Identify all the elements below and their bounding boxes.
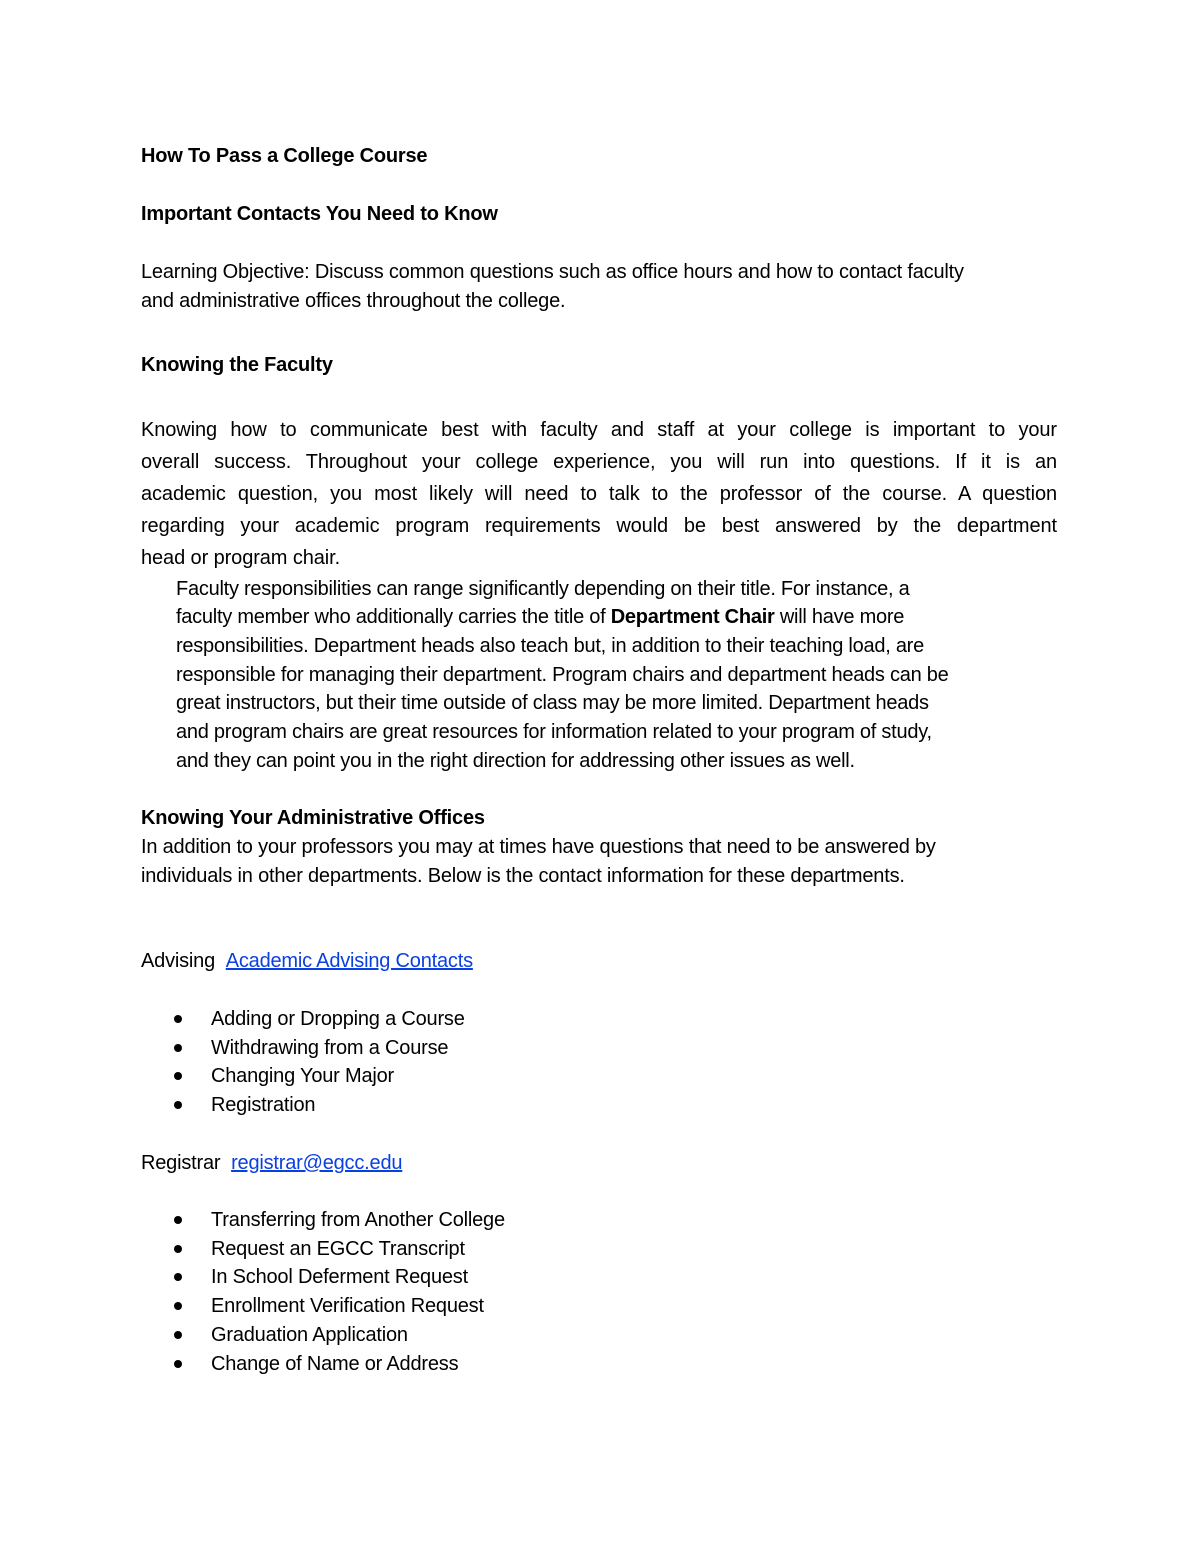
faculty-heading: Knowing the Faculty — [141, 354, 333, 376]
faculty-paragraph-line: head or program chair. — [141, 547, 341, 569]
list-item-text: Graduation Application — [211, 1324, 408, 1346]
bullet-icon — [174, 1072, 182, 1080]
indent-line: responsible for managing their department. Program chairs and department heads can be — [176, 664, 949, 686]
list-item-text: Adding or Dropping a Course — [211, 1008, 465, 1030]
indent-line: responsibilities. Department heads also teach but, in addition to their teaching load, are — [176, 635, 924, 657]
section-subtitle: Important Contacts You Need to Know — [141, 203, 498, 225]
objective-line-1: Learning Objective: Discuss common questions such as office hours and how to contact faculty — [141, 261, 964, 283]
academic-advising-link[interactable]: Academic Advising Contacts — [225, 950, 473, 972]
bullet-icon — [174, 1302, 182, 1310]
bullet-icon — [174, 1101, 182, 1109]
indent-line-with-emphasis — [176, 603, 904, 631]
indent-line: and they can point you in the right direction for addressing other issues as well. — [176, 750, 855, 772]
faculty-paragraph-line: Knowing how to communicate best with faculty and staff at your college is important to your — [141, 419, 1057, 441]
indent-text: faculty member who additionally carries the title of — [176, 606, 611, 628]
indent-text: will have more — [774, 606, 905, 628]
bullet-icon — [174, 1331, 182, 1339]
faculty-paragraph-line: academic question, you most likely will need to talk to the professor of the course. A question — [141, 483, 1057, 505]
list-item-text: In School Deferment Request — [211, 1266, 468, 1288]
list-item-text: Enrollment Verification Request — [211, 1295, 484, 1317]
admin-line-1: In addition to your professors you may at times have questions that need to be answered by — [141, 836, 936, 858]
bullet-icon — [174, 1044, 182, 1052]
registrar-label: Registrar — [141, 1152, 221, 1174]
list-item-text: Withdrawing from a Course — [211, 1037, 449, 1059]
advising-label: Advising — [141, 950, 215, 972]
faculty-paragraph-line: overall success. Throughout your college experience, you will run into questions. If it is an — [141, 451, 1057, 473]
faculty-paragraph — [141, 414, 1057, 574]
bullet-icon — [174, 1245, 182, 1253]
indent-line: and program chairs are great resources for information related to your program of study, — [176, 721, 932, 743]
list-item-text: Transferring from Another College — [211, 1209, 505, 1231]
faculty-paragraph-line: regarding your academic program requirements would be best answered by the department — [141, 515, 1057, 537]
bullet-icon — [174, 1360, 182, 1368]
registrar-row — [141, 1149, 402, 1177]
document-title: How To Pass a College Course — [141, 145, 428, 167]
list-item-text: Changing Your Major — [211, 1065, 394, 1087]
list-item-text: Request an EGCC Transcript — [211, 1238, 465, 1260]
bullet-icon — [174, 1273, 182, 1281]
department-chair-emphasis: Department Chair — [610, 606, 775, 628]
advising-row — [141, 947, 473, 975]
admin-line-2: individuals in other departments. Below is the contact information for these departments. — [141, 865, 905, 887]
list-item-text: Registration — [211, 1094, 316, 1116]
bullet-icon — [174, 1216, 182, 1224]
indent-line: Faculty responsibilities can range significantly depending on their title. For instance, a — [176, 578, 910, 600]
admin-heading: Knowing Your Administrative Offices — [141, 807, 485, 829]
registrar-email-link[interactable]: registrar@egcc.edu — [231, 1152, 403, 1174]
bullet-icon — [174, 1015, 182, 1023]
objective-line-2: and administrative offices throughout the college. — [141, 290, 566, 312]
indent-line: great instructors, but their time outside of class may be more limited. Department heads — [176, 692, 929, 714]
list-item-text: Change of Name or Address — [211, 1353, 459, 1375]
